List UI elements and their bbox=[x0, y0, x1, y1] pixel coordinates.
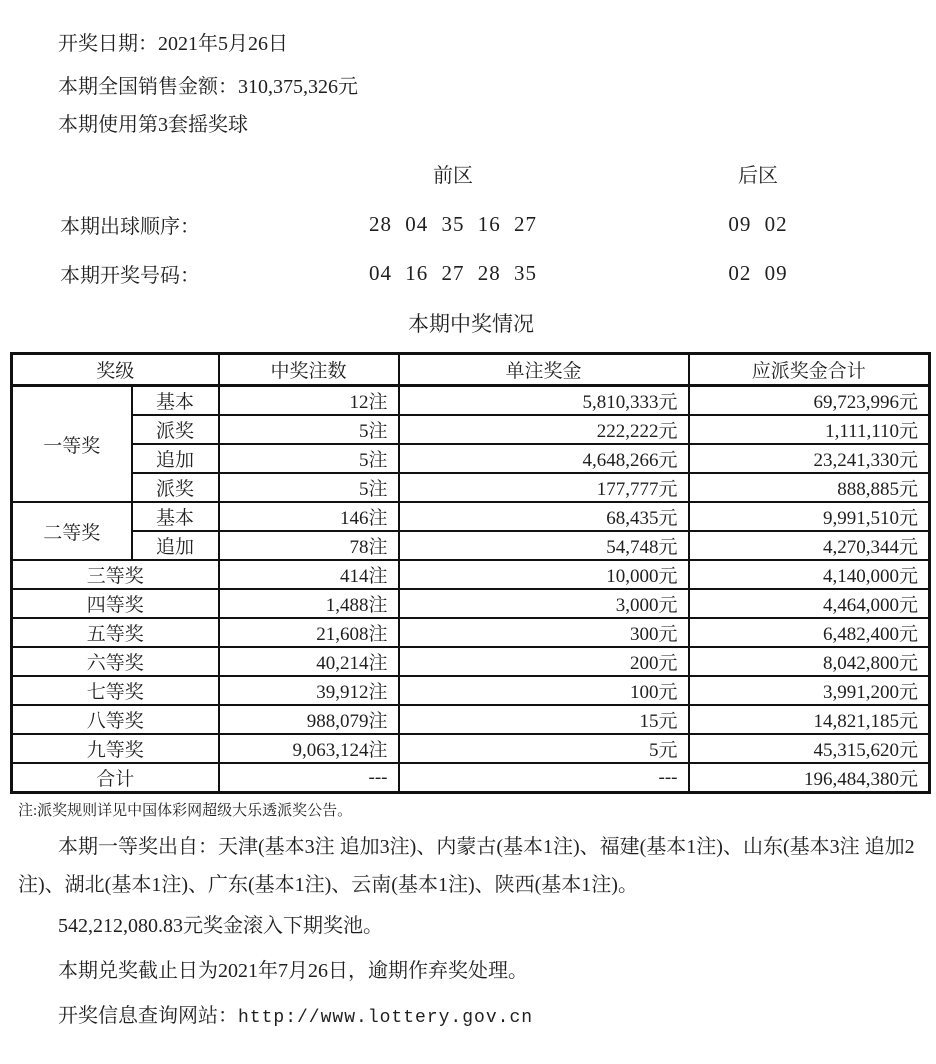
table-row bbox=[12, 386, 930, 416]
tier-cell: 二等奖 bbox=[12, 502, 132, 560]
table-header-row bbox=[12, 354, 930, 386]
table-row-total bbox=[12, 763, 930, 793]
total-cell: 4,464,000元 bbox=[689, 589, 930, 618]
count-cell: 12注 bbox=[219, 386, 399, 416]
count-cell: 5注 bbox=[219, 444, 399, 473]
total-cell: 69,723,996元 bbox=[689, 386, 930, 416]
winning-numbers-front: 04 16 27 28 35 bbox=[369, 261, 537, 285]
count-cell: 5注 bbox=[219, 473, 399, 502]
rollover-line: 542,212,080.83元奖金滚入下期奖池。 bbox=[58, 915, 383, 937]
col-header-tier: 奖级 bbox=[12, 354, 219, 386]
count-cell: 39,912注 bbox=[219, 676, 399, 705]
count-cell: --- bbox=[219, 763, 399, 793]
count-cell: 9,063,124注 bbox=[219, 734, 399, 763]
table-row bbox=[12, 531, 930, 560]
zone-header-row bbox=[18, 159, 924, 188]
table-row bbox=[12, 502, 930, 531]
tier-cell: 五等奖 bbox=[12, 618, 219, 647]
col-header-total-payout: 应派奖金合计 bbox=[689, 354, 930, 386]
draw-date-line: 开奖日期：2021年5月26日 bbox=[58, 33, 288, 55]
total-cell: 9,991,510元 bbox=[689, 502, 930, 531]
prize-cell: 3,000元 bbox=[399, 589, 689, 618]
payout-rule-note: 注:派奖规则详见中国体彩网超级大乐透派奖公告。 bbox=[18, 803, 353, 819]
back-zone-label: 后区 bbox=[738, 165, 778, 187]
prize-cell: --- bbox=[399, 763, 689, 793]
prize-cell: 300元 bbox=[399, 618, 689, 647]
table-row bbox=[12, 589, 930, 618]
ball-order-front-numbers: 28 04 35 16 27 bbox=[369, 212, 537, 236]
total-cell: 14,821,185元 bbox=[689, 705, 930, 734]
table-row bbox=[12, 415, 930, 444]
table-row bbox=[12, 560, 930, 589]
table-row bbox=[12, 473, 930, 502]
prize-table bbox=[10, 352, 931, 794]
first-prize-origin: 本期一等奖出自：天津(基本3注 追加3注)、内蒙古(基本1注)、福建(基本1注)、山东(基本3注 追加2注)、湖北(基本1注)、广东(基本1注)、云南(基本1注)、陕西(基本1注)。 bbox=[18, 836, 915, 896]
ball-order-label: 本期出球顺序： bbox=[60, 216, 200, 238]
total-cell: 8,042,800元 bbox=[689, 647, 930, 676]
tier-cell: 一等奖 bbox=[12, 386, 132, 503]
total-label-cell: 合计 bbox=[12, 763, 219, 793]
count-cell: 1,488注 bbox=[219, 589, 399, 618]
count-cell: 78注 bbox=[219, 531, 399, 560]
total-cell: 1,111,110元 bbox=[689, 415, 930, 444]
prize-cell: 4,648,266元 bbox=[399, 444, 689, 473]
prize-cell: 54,748元 bbox=[399, 531, 689, 560]
tier-cell: 三等奖 bbox=[12, 560, 219, 589]
ball-order-back-numbers: 09 02 bbox=[728, 212, 788, 236]
ball-order-row bbox=[18, 210, 924, 239]
sub-type-cell: 基本 bbox=[132, 386, 219, 416]
prize-cell: 200元 bbox=[399, 647, 689, 676]
total-cell: 6,482,400元 bbox=[689, 618, 930, 647]
tier-cell: 六等奖 bbox=[12, 647, 219, 676]
winning-numbers-label: 本期开奖号码： bbox=[60, 265, 200, 287]
prize-cell: 5元 bbox=[399, 734, 689, 763]
sub-type-cell: 派奖 bbox=[132, 473, 219, 502]
total-cell: 45,315,620元 bbox=[689, 734, 930, 763]
count-cell: 21,608注 bbox=[219, 618, 399, 647]
ball-set-line: 本期使用第3套摇奖球 bbox=[58, 114, 248, 136]
tier-cell: 四等奖 bbox=[12, 589, 219, 618]
prize-cell: 5,810,333元 bbox=[399, 386, 689, 416]
total-cell: 23,241,330元 bbox=[689, 444, 930, 473]
info-website-label: 开奖信息查询网站： bbox=[58, 1005, 238, 1027]
tier-cell: 八等奖 bbox=[12, 705, 219, 734]
count-cell: 414注 bbox=[219, 560, 399, 589]
total-cell: 888,885元 bbox=[689, 473, 930, 502]
front-zone-label: 前区 bbox=[433, 165, 473, 187]
count-cell: 146注 bbox=[219, 502, 399, 531]
sub-type-cell: 追加 bbox=[132, 531, 219, 560]
count-cell: 988,079注 bbox=[219, 705, 399, 734]
total-cell: 3,991,200元 bbox=[689, 676, 930, 705]
prize-cell: 10,000元 bbox=[399, 560, 689, 589]
prize-cell: 222,222元 bbox=[399, 415, 689, 444]
sub-type-cell: 基本 bbox=[132, 502, 219, 531]
table-row bbox=[12, 618, 930, 647]
redeem-deadline-line: 本期兑奖截止日为2021年7月26日，逾期作弃奖处理。 bbox=[58, 960, 528, 982]
winning-numbers-row bbox=[18, 259, 924, 288]
table-row bbox=[12, 734, 930, 763]
table-row bbox=[12, 444, 930, 473]
table-row bbox=[12, 705, 930, 734]
tier-cell: 七等奖 bbox=[12, 676, 219, 705]
prize-table-title: 本期中奖情况 bbox=[408, 312, 534, 336]
winning-numbers-back: 02 09 bbox=[728, 261, 788, 285]
info-website-line bbox=[18, 1001, 924, 1033]
total-cell: 4,140,000元 bbox=[689, 560, 930, 589]
tier-cell: 九等奖 bbox=[12, 734, 219, 763]
prize-cell: 68,435元 bbox=[399, 502, 689, 531]
sub-type-cell: 派奖 bbox=[132, 415, 219, 444]
count-cell: 40,214注 bbox=[219, 647, 399, 676]
sales-amount-line: 本期全国销售金额：310,375,326元 bbox=[58, 76, 358, 98]
col-header-single-prize: 单注奖金 bbox=[399, 354, 689, 386]
table-row bbox=[12, 647, 930, 676]
prize-cell: 15元 bbox=[399, 705, 689, 734]
prize-cell: 177,777元 bbox=[399, 473, 689, 502]
total-cell: 196,484,380元 bbox=[689, 763, 930, 793]
table-row bbox=[12, 676, 930, 705]
col-header-count: 中奖注数 bbox=[219, 354, 399, 386]
sub-type-cell: 追加 bbox=[132, 444, 219, 473]
count-cell: 5注 bbox=[219, 415, 399, 444]
prize-cell: 100元 bbox=[399, 676, 689, 705]
total-cell: 4,270,344元 bbox=[689, 531, 930, 560]
info-website-url: http://www.lottery.gov.cn bbox=[238, 1008, 534, 1028]
